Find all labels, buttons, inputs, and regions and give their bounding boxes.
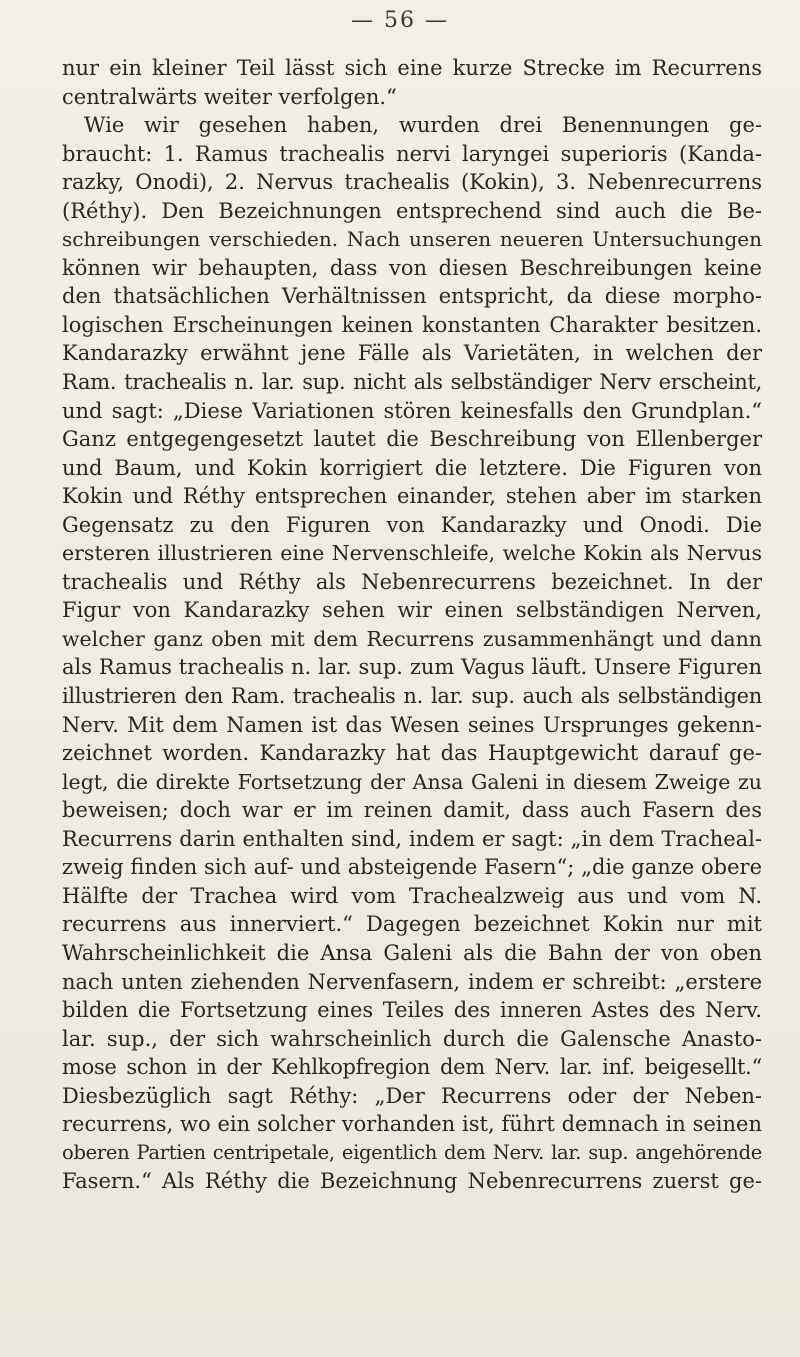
text-line: und Baum, und Kokin korrigiert die letztere. Die Figuren von [62, 455, 762, 480]
text-line: Nerv. Mit dem Namen ist das Wesen seines Ursprunges gekenn- [62, 712, 762, 737]
text-line: Ram. trachealis n. lar. sup. nicht als selbständiger Nerv erscheint, [62, 370, 762, 395]
text-line: zeichnet worden. Kandarazky hat das Hauptgewicht darauf ge- [62, 741, 762, 766]
text-line: recurrens, wo ein solcher vorhanden ist, führt demnach in seinen [62, 1112, 762, 1137]
text-line: illustrieren den Ram. trachealis n. lar. sup. auch als selbständigen [62, 684, 762, 709]
text-line: zweig finden sich auf- und absteigende Fasern“; „die ganze obere [62, 855, 762, 880]
text-line: Diesbezüglich sagt Réthy: „Der Recurrens oder der Neben- [62, 1083, 762, 1108]
text-line: legt, die direkte Fortsetzung der Ansa Galeni in diesem Zweige zu [62, 769, 762, 794]
text-line: und sagt: „Diese Variationen stören keinesfalls den Grundplan.“ [62, 398, 762, 423]
text-line: logischen Erscheinungen keinen konstanten Charakter besitzen. [62, 312, 762, 337]
page-number: — 56 — [351, 8, 449, 33]
text-line: Hälfte der Trachea wird vom Trachealzweig aus und vom N. [62, 883, 762, 908]
text-line: Figur von Kandarazky sehen wir einen selbständigen Nerven, [62, 598, 762, 623]
text-line: Ganz entgegengesetzt lautet die Beschreibung von Ellenberger [62, 427, 762, 452]
text-line: Gegensatz zu den Figuren von Kandarazky und Onodi. Die [62, 512, 762, 537]
text-line: mose schon in der Kehlkopfregion dem Nerv. lar. inf. beigesellt.“ [62, 1055, 762, 1080]
text-line: (Réthy). Den Bezeichnungen entsprechend sind auch die Be- [62, 198, 762, 223]
text-line: razky, Onodi), 2. Nervus trachealis (Kokin), 3. Nebenrecurrens [62, 170, 762, 195]
text-line: centralwärts weiter verfolgen.“ [62, 84, 397, 109]
text-line: Wie wir gesehen haben, wurden drei Benennungen ge- [84, 113, 762, 138]
text-line: Wahrscheinlichkeit die Ansa Galeni als die Bahn der von oben [62, 940, 762, 965]
text-line: braucht: 1. Ramus trachealis nervi laryngei superioris (Kanda- [62, 141, 762, 166]
text-line: lar. sup., der sich wahrscheinlich durch die Galensche Anasto- [62, 1026, 762, 1051]
text-line: den thatsächlichen Verhältnissen entspricht, da diese morpho- [62, 284, 762, 309]
text-line: beweisen; doch war er im reinen damit, dass auch Fasern des [62, 798, 762, 823]
text-line: nur ein kleiner Teil lässt sich eine kurze Strecke im Recurrens [62, 56, 762, 80]
text-line: trachealis und Réthy als Nebenrecurrens bezeichnet. In der [62, 569, 762, 594]
text-line: recurrens aus innerviert.“ Dagegen bezeichnet Kokin nur mit [62, 912, 762, 937]
text-line: Fasern.“ Als Réthy die Bezeichnung Nebenrecurrens zuerst ge- [62, 1169, 762, 1194]
text-line: nach unten ziehenden Nervenfasern, indem er schreibt: „erstere [62, 969, 762, 994]
body-text [62, 54, 762, 1196]
text-line: bilden die Fortsetzung eines Teiles des inneren Astes des Nerv. [62, 998, 762, 1023]
text-line: Recurrens darin enthalten sind, indem er sagt: „in dem Tracheal- [62, 826, 762, 851]
text-line: Kokin und Réthy entsprechen einander, stehen aber im starken [62, 484, 762, 509]
text-line: als Ramus trachealis n. lar. sup. zum Vagus läuft. Unsere Figuren [62, 655, 762, 680]
text-line: ersteren illustrieren eine Nervenschleife, welche Kokin als Nervus [62, 541, 762, 566]
text-line: können wir behaupten, dass von diesen Beschreibungen keine [62, 255, 762, 280]
text-line: oberen Partien centripetale, eigentlich dem Nerv. lar. sup. angehörende [62, 1140, 762, 1164]
text-line: welcher ganz oben mit dem Recurrens zusammenhängt und dann [62, 626, 762, 651]
text-line: schreibungen verschieden. Nach unseren neueren Untersuchungen [62, 227, 762, 252]
text-line: Kandarazky erwähnt jene Fälle als Varietäten, in welchen der [62, 341, 762, 366]
